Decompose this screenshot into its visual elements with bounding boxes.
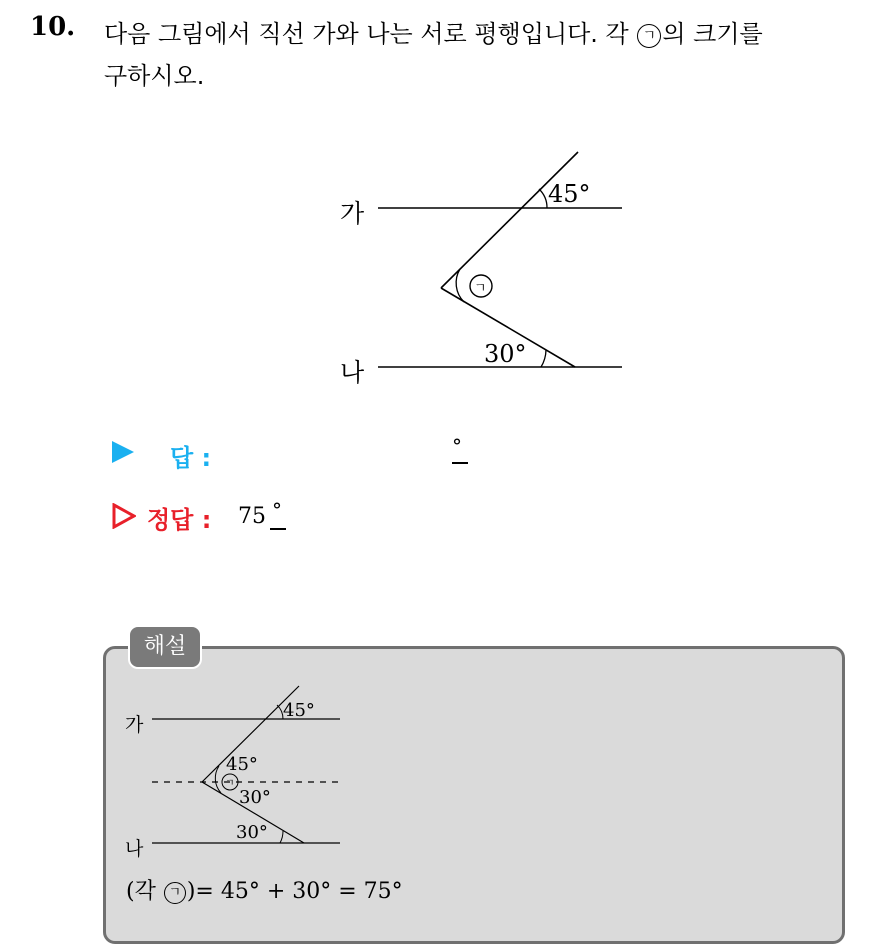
sol-label-bottom-30: 30° bbox=[236, 822, 268, 843]
label-na: 나 bbox=[340, 358, 365, 387]
label-ga: 가 bbox=[340, 199, 365, 228]
sol-label-angle-unknown: ㄱ bbox=[225, 778, 235, 789]
sol-label-mid-30: 30° bbox=[239, 787, 271, 808]
label-angle-45: 45° bbox=[548, 180, 591, 208]
solution-equation bbox=[126, 874, 403, 905]
solution-eq-symbol: ㄱ bbox=[164, 882, 186, 904]
sol-label-top-45: 45° bbox=[283, 700, 315, 721]
correct-answer-unit: ° bbox=[272, 498, 282, 522]
sol-arc-vertex bbox=[215, 766, 221, 793]
answer-label: 답 : bbox=[170, 444, 212, 472]
correct-answer-value: 75 bbox=[238, 504, 266, 529]
sol-label-na: 나 bbox=[125, 838, 144, 860]
solution-tab: 해설 bbox=[128, 625, 202, 669]
sol-label-mid-45: 45° bbox=[226, 754, 258, 775]
sol-arc-bottom bbox=[280, 831, 283, 843]
label-angle-30: 30° bbox=[484, 340, 527, 368]
angle-symbol: ㄱ bbox=[637, 24, 661, 48]
solution-eq-prefix: (각 bbox=[126, 879, 163, 904]
correct-answer-label: 정답 : bbox=[147, 506, 212, 534]
answer-unit: ° bbox=[452, 434, 462, 458]
question-text-line2: 구하시오. bbox=[104, 62, 205, 90]
sol-label-ga: 가 bbox=[125, 714, 144, 736]
solution-eq-rest: )= 45° + 30° = 75° bbox=[186, 879, 403, 904]
label-angle-unknown: ㄱ bbox=[474, 281, 487, 296]
question-text-part1: 다음 그림에서 직선 가와 나는 서로 평행입니다. 각 bbox=[104, 20, 637, 48]
question-text-part2: 의 크기를 bbox=[662, 20, 763, 48]
question-number: 10. bbox=[30, 12, 76, 42]
